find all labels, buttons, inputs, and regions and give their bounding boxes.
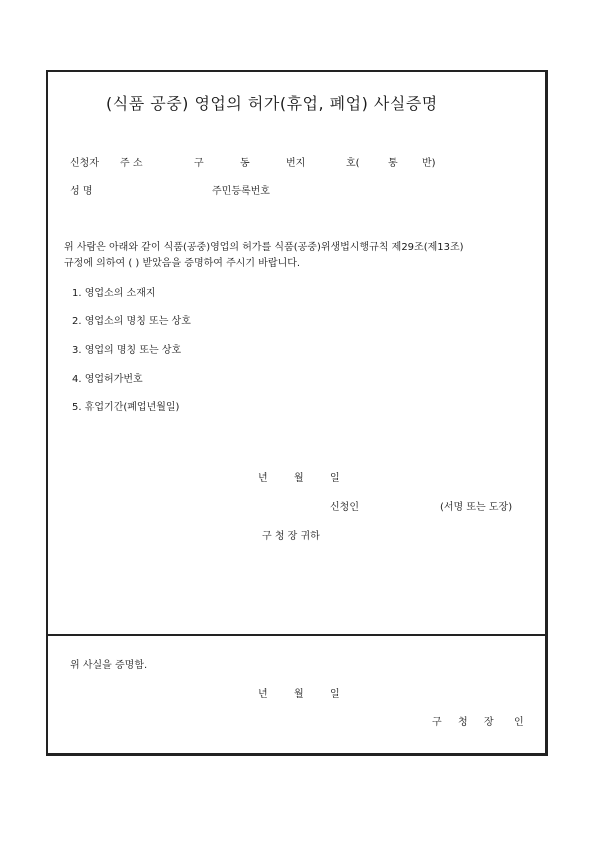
date-day: 일 [330,473,340,484]
addressee: 구 청 장 귀하 [262,531,320,542]
issuer-char-2: 청 [458,717,468,728]
address-label: 주 소 [120,158,143,169]
body-line-1: 위 사람은 아래와 같이 식품(공중)영업의 허가를 식품(공중)위생법시행규칙 제29조(제13조) [64,242,464,253]
certify-text: 위 사실을 증명함. [70,660,148,671]
form-frame [46,70,548,756]
certify-day: 일 [330,689,340,700]
issuer-seal-char: 인 [514,717,524,728]
name-label: 성 명 [70,186,93,197]
id-number-label: 주민등록번호 [212,186,270,197]
gu-label: 구 [194,158,204,169]
item-shop-name: 2. 영업소의 명칭 또는 상호 [72,316,191,327]
dong-label: 동 [240,158,250,169]
date-month: 월 [294,473,304,484]
ho-label: 호( [346,158,360,169]
tong-label: 통 [388,158,398,169]
ban-label: 반) [422,158,436,169]
certify-month: 월 [294,689,304,700]
item-permit-number: 4. 영업허가번호 [72,374,143,385]
issuer-char-3: 장 [484,717,494,728]
body-line-2: 규정에 의하여 ( ) 받았음을 증명하여 주시기 바랍니다. [64,258,301,269]
item-closure-period: 5. 휴업기간(폐업년월일) [72,402,180,413]
item-location: 1. 영업소의 소재지 [72,288,156,299]
signer-label: 신청인 [330,502,359,513]
beonji-label: 번지 [286,158,306,169]
date-year: 년 [258,473,268,484]
item-business-name: 3. 영업의 명칭 또는 상호 [72,345,182,356]
form-title: (식품 공중) 영업의 허가(휴업, 폐업) 사실증명 [106,94,438,113]
certify-year: 년 [258,689,268,700]
sign-or-seal-note: (서명 또는 도장) [440,502,513,513]
applicant-label: 신청자 [70,158,99,169]
section-divider [48,634,545,636]
issuer-char-1: 구 [432,717,442,728]
